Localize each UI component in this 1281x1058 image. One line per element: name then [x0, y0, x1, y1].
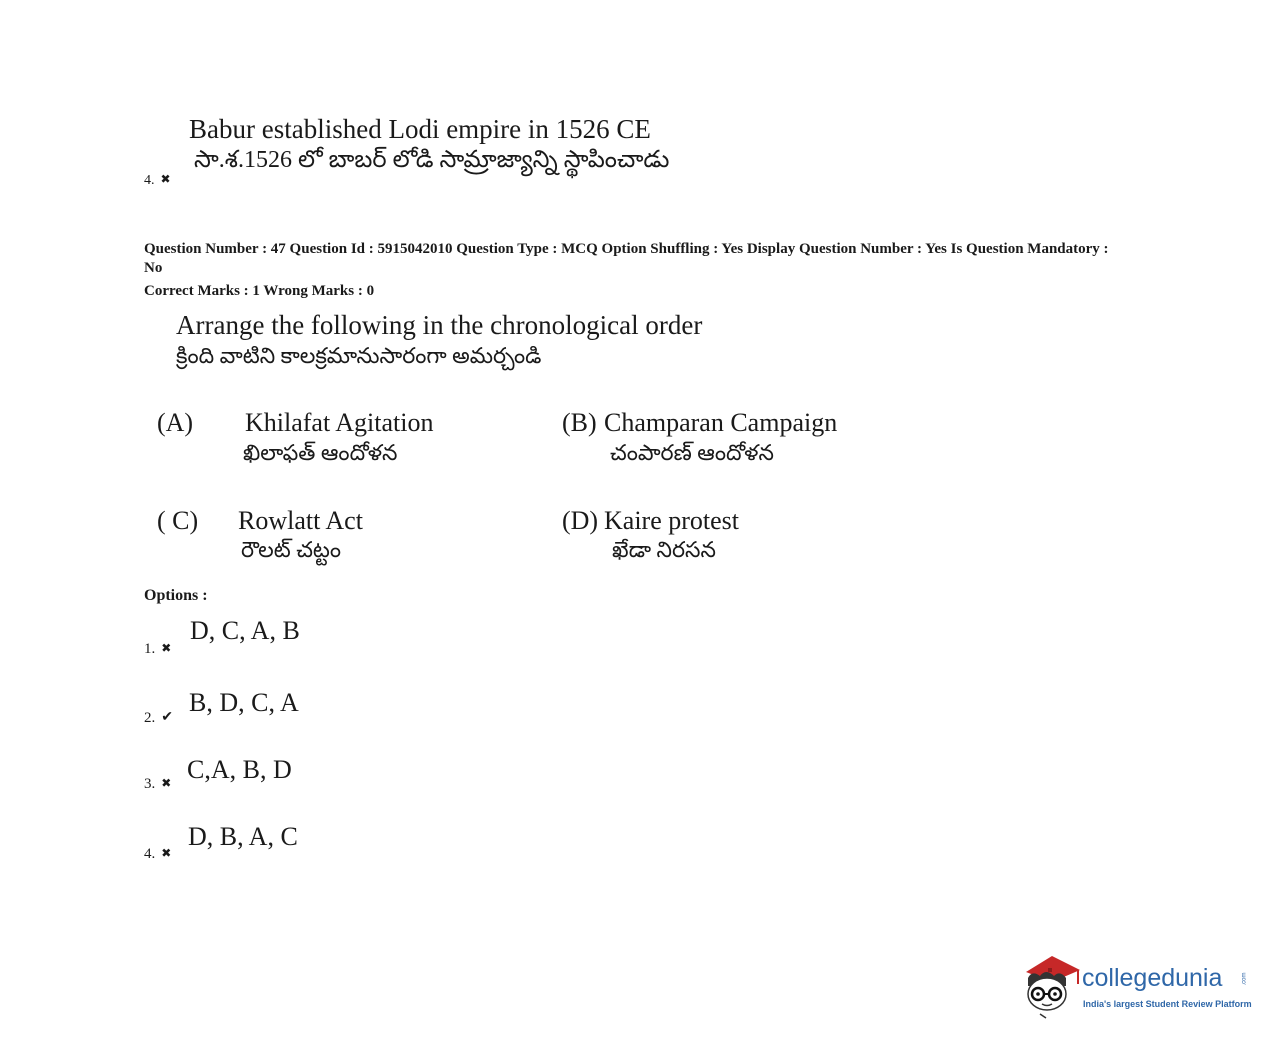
- previous-option-text-te: సా.శ.1526 లో బాబర్ లోడి సామ్రాజ్యాన్ని స్థాపించాడు: [194, 147, 670, 173]
- mascot-icon: [1022, 952, 1082, 1022]
- option-4-number: [144, 846, 171, 863]
- item-c-text-en: Rowlatt Act: [238, 506, 363, 535]
- option-1-text: D, C, A, B: [190, 616, 300, 645]
- item-b-text-en: Champaran Campaign: [604, 408, 838, 437]
- item-c-letter: ( C): [157, 506, 199, 535]
- collegedunia-logo[interactable]: [1022, 952, 1262, 1022]
- cross-icon: ✖: [161, 846, 172, 860]
- question-text-en: Arrange the following in the chronological order: [176, 310, 703, 340]
- cross-icon: ✖: [160, 172, 171, 186]
- previous-option-text-en: Babur established Lodi empire in 1526 CE: [189, 114, 651, 144]
- check-icon: ✔: [161, 710, 173, 725]
- option-number-label: 4.: [144, 846, 156, 862]
- item-b-text-te: చంపారణ్ ఆందోళన: [610, 440, 774, 465]
- logo-tagline: India's largest Student Review Platform: [1083, 999, 1252, 1009]
- item-a-letter: (A): [157, 408, 194, 437]
- item-b-letter: (B): [562, 408, 597, 437]
- item-a-text-en: Khilafat Agitation: [245, 408, 434, 437]
- option-number-label: 2.: [144, 710, 156, 726]
- logo-suffix: .com: [1241, 972, 1248, 986]
- item-d-text-te: ఖేడా నిరసన: [612, 537, 716, 562]
- cross-icon: ✖: [161, 641, 172, 655]
- option-1-number: [144, 641, 171, 658]
- cross-icon: ✖: [161, 776, 172, 790]
- previous-option-number-label: 4.: [144, 173, 155, 188]
- marks-meta: Correct Marks : 1 Wrong Marks : 0: [144, 283, 375, 299]
- question-meta: Question Number : 47 Question Id : 5915042010 Question Type : MCQ Option Shuffling : Yes Display Question Number : Yes Is Question Mandatory : No: [144, 241, 1109, 276]
- item-d-text-en: Kaire protest: [604, 506, 740, 535]
- logo-wordmark: collegedunia: [1082, 964, 1223, 992]
- option-2-text: B, D, C, A: [189, 688, 299, 717]
- item-d-letter: (D): [562, 506, 599, 535]
- option-2-number: [144, 709, 173, 727]
- option-number-label: 3.: [144, 776, 156, 792]
- item-c-text-te: రౌలట్ చట్టం: [241, 537, 342, 562]
- option-4-text: D, B, A, C: [188, 822, 298, 851]
- item-a-text-te: ఖిలాఫత్ ఆందోళన: [243, 440, 398, 465]
- option-3-text: C,A, B, D: [187, 755, 292, 784]
- option-number-label: 1.: [144, 641, 156, 657]
- question-text-te: క్రింది వాటిని కాలక్రమానుసారంగా అమర్చండి: [176, 343, 542, 368]
- options-label: Options :: [144, 587, 208, 604]
- option-3-number: [144, 776, 171, 793]
- previous-option-number: [144, 172, 171, 189]
